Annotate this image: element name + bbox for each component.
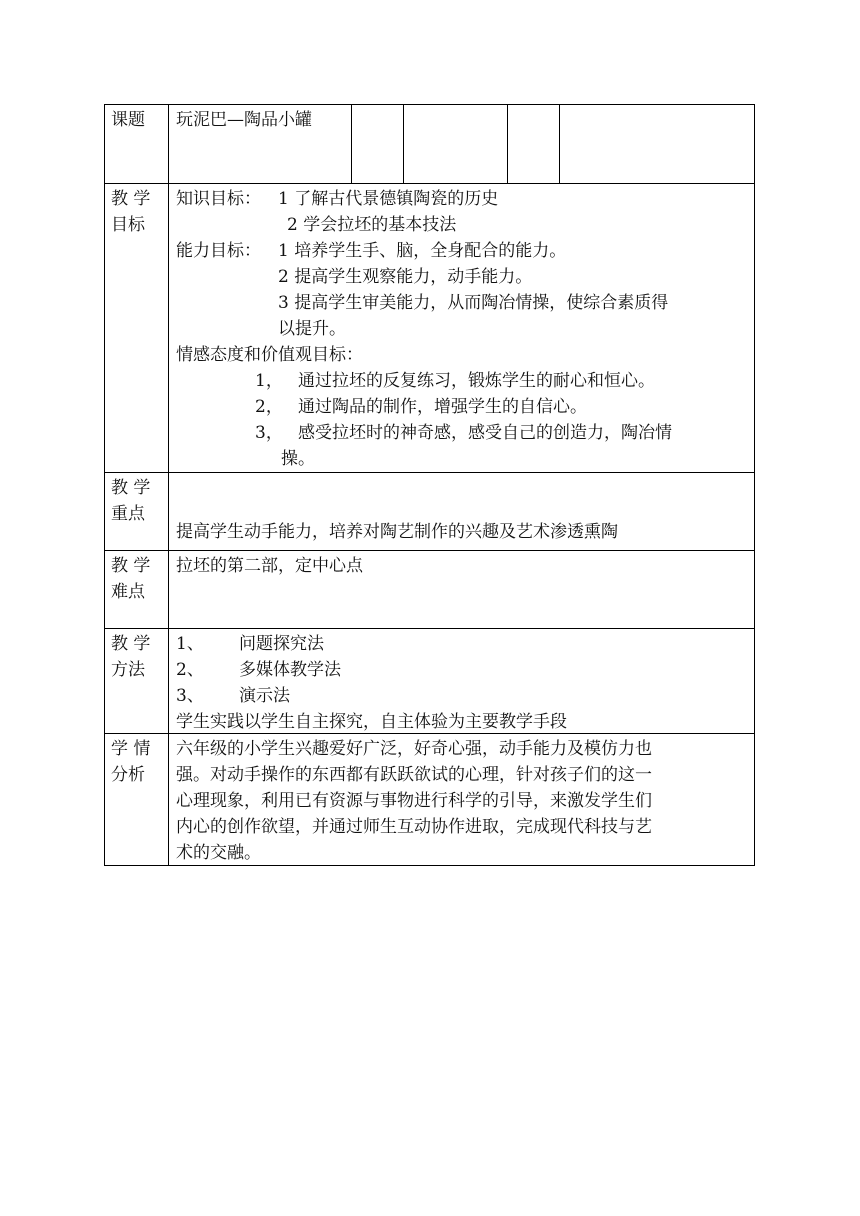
row-divider — [104, 472, 755, 473]
method-1: 问题探究法 — [239, 634, 324, 654]
methods-label-line2: 方法 — [111, 660, 145, 680]
emotion-goal-1-number: 1， — [255, 371, 283, 391]
analysis-label-line1: 学 情 — [111, 739, 151, 759]
ability-goal-3-continued: 以提升。 — [278, 319, 346, 339]
method-2-number: 2、 — [176, 660, 204, 680]
title-value: 玩泥巴—陶品小罐 — [176, 110, 312, 130]
ability-goal-1: 1 培养学生手、脑，全身配合的能力。 — [278, 241, 567, 261]
emotion-goal-3-number: 3， — [255, 423, 283, 443]
row-divider — [104, 183, 755, 184]
methods-summary: 学生实践以学生自主探究，自主体验为主要教学手段 — [176, 712, 567, 732]
header-cell-divider — [559, 104, 560, 184]
difficulties-label-line1: 教 学 — [111, 556, 151, 576]
analysis-line-5: 术的交融。 — [176, 843, 261, 863]
knowledge-goal-prefix: 知识目标： — [176, 189, 261, 209]
title-label: 课题 — [111, 110, 145, 130]
difficulties-label-line2: 难点 — [111, 582, 145, 602]
header-cell-divider — [351, 104, 352, 184]
key-points-value: 提高学生动手能力，培养对陶艺制作的兴趣及艺术渗透熏陶 — [176, 522, 618, 542]
analysis-line-1: 六年级的小学生兴趣爱好广泛，好奇心强，动手能力及模仿力也 — [176, 739, 652, 759]
method-3: 演示法 — [239, 686, 290, 706]
emotion-goal-heading: 情感态度和价值观目标： — [176, 345, 363, 365]
analysis-label-line2: 分析 — [111, 765, 145, 785]
header-cell-divider — [403, 104, 404, 184]
table-border-top — [104, 104, 755, 105]
row-divider — [104, 550, 755, 551]
methods-label-line1: 教 学 — [111, 634, 151, 654]
table-border-left — [104, 104, 105, 866]
objectives-label-line2: 目标 — [111, 215, 145, 235]
label-column-divider — [168, 104, 169, 866]
knowledge-goal-1: 1 了解古代景德镇陶瓷的历史 — [278, 189, 499, 209]
emotion-goal-3-continued: 操。 — [281, 449, 315, 469]
emotion-goal-3: 感受拉坯时的神奇感，感受自己的创造力，陶冶情 — [298, 423, 672, 443]
table-border-right — [754, 104, 755, 866]
analysis-line-3: 心理现象，利用已有资源与事物进行科学的引导，来激发学生们 — [176, 791, 652, 811]
objectives-label-line1: 教 学 — [111, 189, 151, 209]
method-3-number: 3、 — [176, 686, 204, 706]
emotion-goal-1: 通过拉坯的反复练习，锻炼学生的耐心和恒心。 — [298, 371, 655, 391]
row-divider — [104, 628, 755, 629]
method-1-number: 1、 — [176, 634, 204, 654]
ability-goal-prefix: 能力目标： — [176, 241, 261, 261]
analysis-line-2: 强。对动手操作的东西都有跃跃欲试的心理，针对孩子们的这一 — [176, 765, 652, 785]
knowledge-goal-2: 2 学会拉坯的基本技法 — [287, 215, 457, 235]
key-points-label-line1: 教 学 — [111, 478, 151, 498]
analysis-line-4: 内心的创作欲望，并通过师生互动协作进取，完成现代科技与艺 — [176, 817, 652, 837]
ability-goal-2: 2 提高学生观察能力，动手能力。 — [278, 267, 533, 287]
key-points-label-line2: 重点 — [111, 504, 145, 524]
ability-goal-3: 3 提高学生审美能力，从而陶冶情操，使综合素质得 — [278, 293, 669, 313]
emotion-goal-2-number: 2， — [255, 397, 283, 417]
method-2: 多媒体教学法 — [239, 660, 341, 680]
header-cell-divider — [507, 104, 508, 184]
difficulties-value: 拉坯的第二部，定中心点 — [176, 556, 363, 576]
emotion-goal-2: 通过陶品的制作，增强学生的自信心。 — [298, 397, 587, 417]
